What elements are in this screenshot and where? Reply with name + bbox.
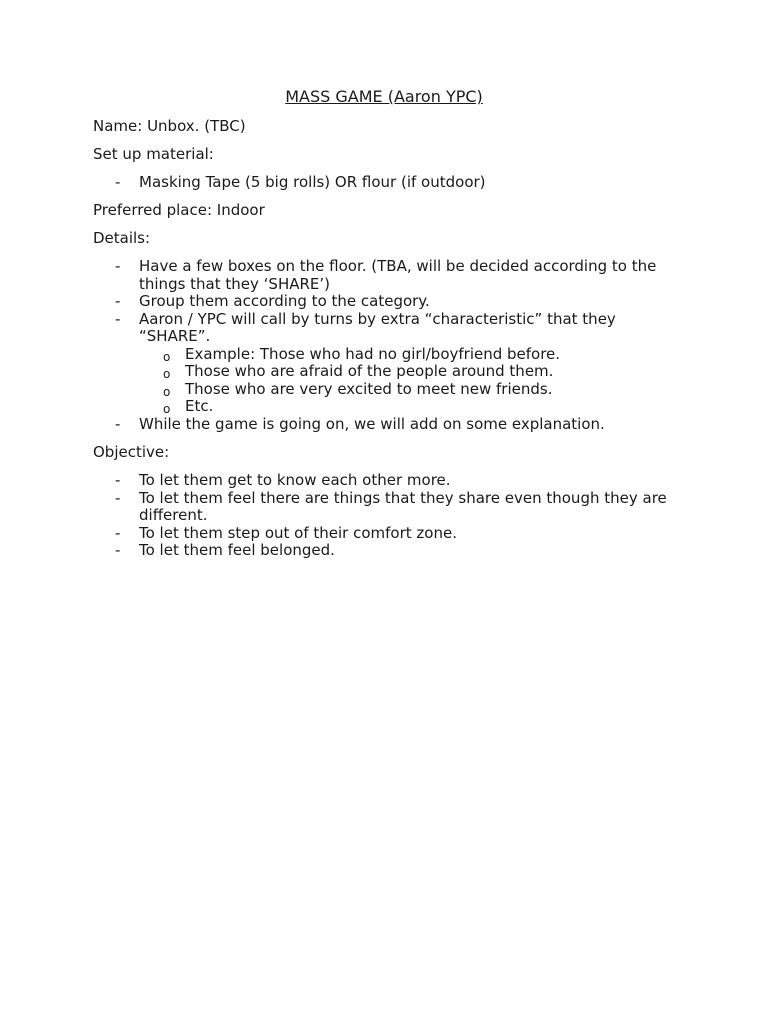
details-list [93, 258, 683, 433]
dash-marker: - [115, 523, 121, 542]
page-title: MASS GAME (Aaron YPC) [285, 87, 483, 106]
list-item [93, 490, 673, 525]
list-item-text: Masking Tape (5 big rolls) OR flour (if outdoor) [139, 173, 486, 191]
sublist-item [139, 346, 683, 364]
sublist-item [139, 398, 683, 416]
objective-list [93, 472, 673, 560]
circle-marker: o [163, 384, 171, 399]
list-item [93, 472, 673, 490]
list-item [93, 258, 683, 293]
sublist-item-text: Those who are very excited to meet new friends. [185, 379, 553, 398]
list-item [93, 311, 683, 416]
dash-marker: - [115, 309, 121, 328]
circle-marker: o [163, 349, 171, 364]
setup-heading: Set up material: [93, 145, 214, 163]
circle-marker: o [163, 402, 171, 416]
list-item-text: To let them feel there are things that they share even though they are different. [139, 488, 667, 524]
name-line: Name: Unbox. (TBC) [93, 117, 246, 135]
circle-marker: o [163, 367, 171, 381]
list-item-text: To let them get to know each other more. [139, 471, 451, 489]
sublist-item-text: Etc. [185, 397, 214, 415]
list-item [93, 525, 673, 543]
details-heading: Details: [93, 229, 151, 247]
sublist-item [139, 381, 683, 399]
dash-marker: - [115, 488, 121, 507]
sublist-item-text: Those who are afraid of the people around them. [185, 362, 554, 380]
dash-marker: - [115, 471, 121, 489]
dash-marker: - [115, 292, 121, 310]
list-item-text: To let them step out of their comfort zone. [139, 523, 457, 542]
list-item [93, 174, 693, 192]
list-item [93, 416, 683, 434]
setup-list [93, 174, 693, 192]
sublist-item [139, 363, 683, 381]
list-item-text: Group them according to the category. [139, 292, 430, 310]
dash-marker: - [115, 257, 121, 275]
list-item [93, 293, 683, 311]
dash-marker: - [115, 541, 121, 559]
dash-marker: - [115, 414, 121, 433]
place-line: Preferred place: Indoor [93, 201, 265, 219]
list-item-text: Aaron / YPC will call by turns by extra “characteristic” that they “SHARE”. [139, 309, 616, 345]
list-item-text: While the game is going on, we will add on some explanation. [139, 414, 605, 433]
list-item-text: Have a few boxes on the floor. (TBA, will be decided according to the things that they ‘SHARE’) [139, 257, 657, 293]
details-sublist [139, 346, 683, 416]
dash-marker: - [115, 173, 121, 191]
list-item-text: To let them feel belonged. [139, 541, 335, 559]
objective-heading: Objective: [93, 443, 170, 461]
list-item [93, 542, 673, 560]
sublist-item-text: Example: Those who had no girl/boyfriend before. [185, 344, 561, 363]
